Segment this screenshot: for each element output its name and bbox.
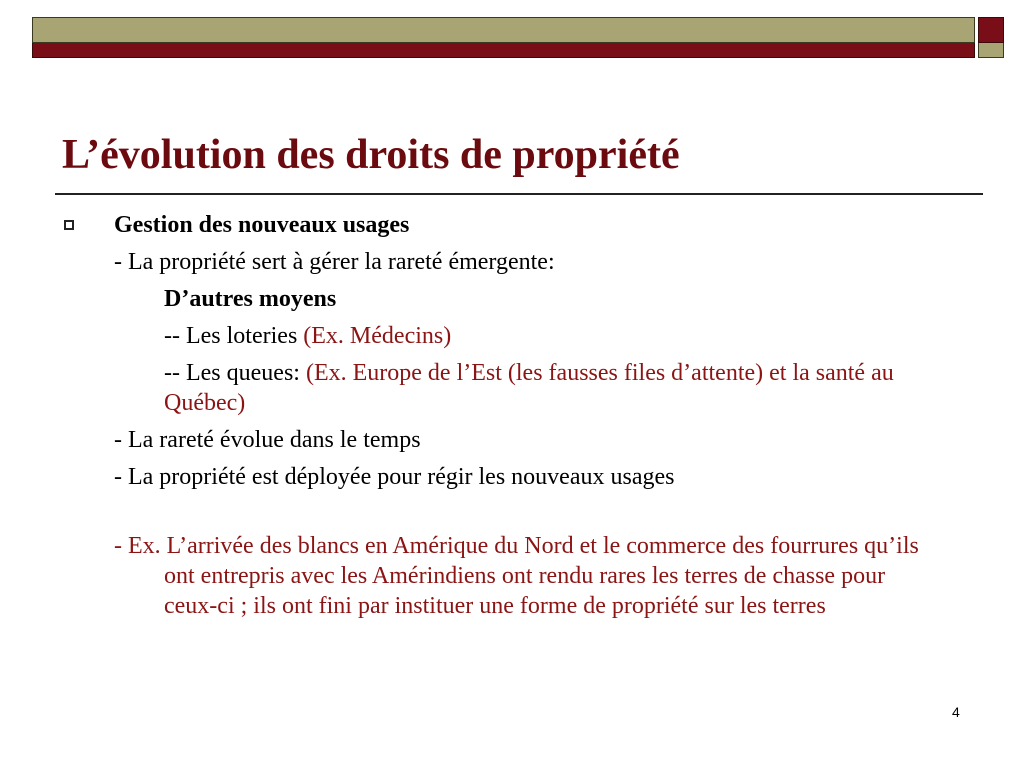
slide-title: L’évolution des droits de propriété bbox=[62, 132, 680, 178]
bullet-heading: Gestion des nouveaux usages bbox=[114, 212, 410, 238]
subheading-other-means: D’autres moyens bbox=[164, 286, 337, 312]
text-line-scarcity: - La propriété sert à gérer la rareté émergente: bbox=[114, 249, 555, 275]
text-line-queues bbox=[0, 358, 944, 418]
header-bar-red bbox=[32, 43, 975, 58]
slide-body bbox=[0, 210, 1024, 621]
text-line-deployed: - La propriété est déployée pour régir les nouveaux usages bbox=[114, 464, 675, 490]
queues-label: -- Les queues: bbox=[164, 360, 306, 386]
queues-example: (Ex. Europe de l’Est (les fausses files d’attente) et la santé au Québec) bbox=[164, 360, 894, 416]
example-paragraph: - Ex. L’arrivée des blancs en Amérique du Nord et le commerce des fourrures qu’ils ont entrepris avec les Amérindiens ont rendu rares les terres de chasse pour ceux-ci ; ils ont fini par instituer une forme de propriété sur les terres bbox=[114, 533, 919, 619]
spacer bbox=[0, 492, 1024, 531]
lotteries-example: (Ex. Médecins) bbox=[303, 323, 452, 349]
text-line-lotteries bbox=[0, 321, 1024, 351]
text-line-evolves: - La rareté évolue dans le temps bbox=[114, 427, 421, 453]
lotteries-label: -- Les loteries bbox=[164, 323, 304, 349]
square-bullet-icon bbox=[64, 220, 74, 230]
page-number: 4 bbox=[952, 704, 960, 720]
header-square-olive bbox=[978, 43, 1004, 58]
header-bar-olive bbox=[32, 17, 975, 43]
bullet-item bbox=[0, 210, 1024, 240]
title-divider bbox=[55, 193, 983, 195]
header-square-red bbox=[978, 17, 1004, 43]
